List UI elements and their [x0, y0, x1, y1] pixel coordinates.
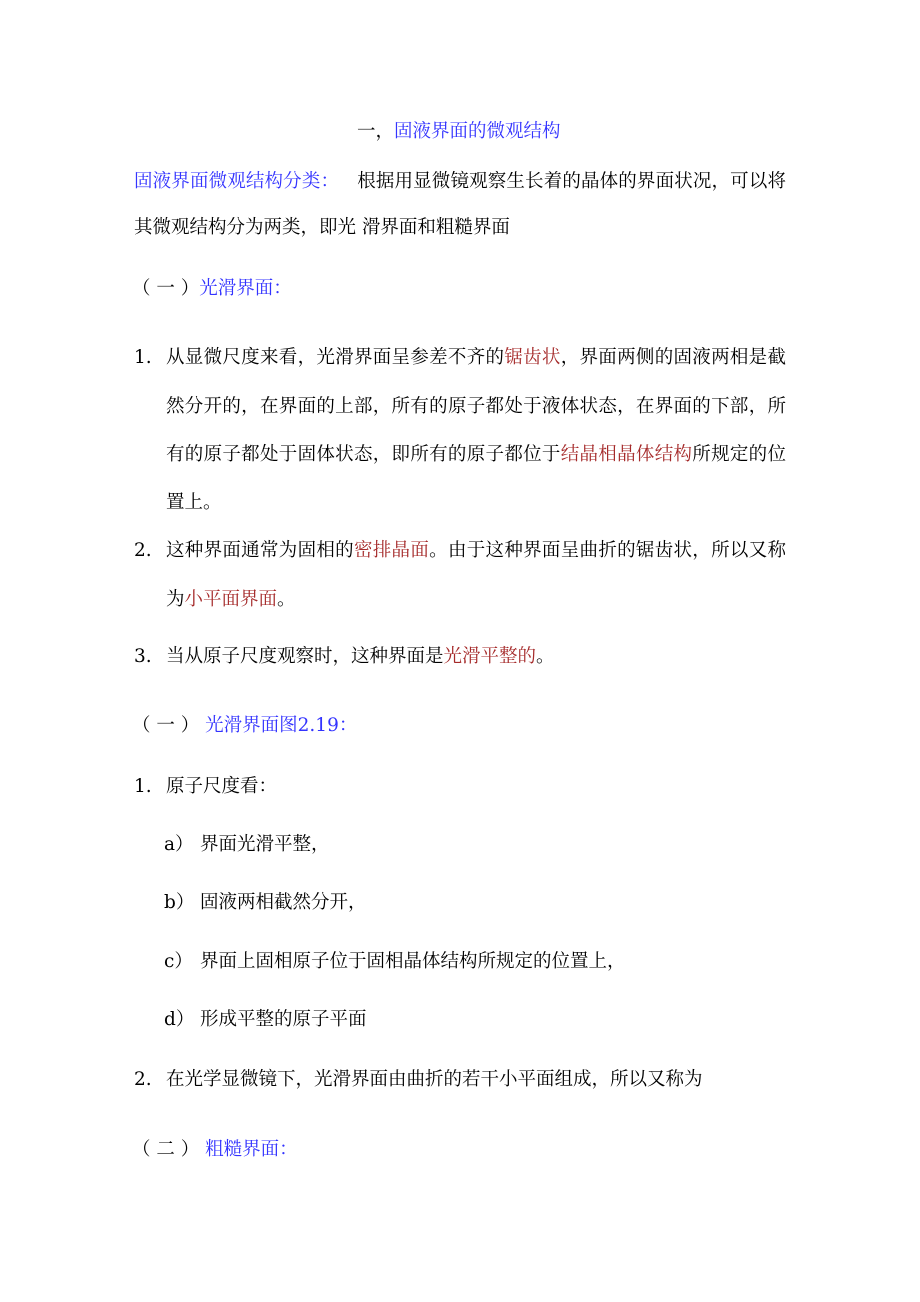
list-item-line — [166, 588, 296, 612]
title-text: 固液界面的微观结构 — [394, 121, 561, 142]
doc-title — [357, 120, 561, 144]
list-item-line: 置上。 — [166, 492, 222, 513]
section-heading-3 — [132, 1138, 298, 1162]
list-item-line: 在光学显微镜下，光滑界面由曲折的若干小平面组成，所以又称为 — [166, 1069, 703, 1090]
text: 。 — [277, 589, 296, 610]
intro-line-1 — [134, 170, 786, 194]
highlight: 锯齿状 — [504, 347, 561, 368]
section-heading-text: 光滑界面： — [199, 278, 292, 299]
text: 为 — [166, 589, 185, 610]
text: 从显微尺度来看，光滑界面呈参差不齐的 — [166, 347, 505, 368]
sub-item: 固液两相截然分开， — [200, 892, 367, 913]
section-heading-text: 光滑界面图2.19： — [205, 715, 358, 736]
sub-label: b） — [164, 892, 195, 913]
sub-item: 界面上固相原子位于固相晶体结构所规定的位置上， — [200, 951, 626, 972]
sub-label: a） — [164, 834, 194, 855]
intro-text: 根据用显微镜观察生长着的晶体的界面状况，可以将 — [357, 171, 786, 192]
list-number: 3. — [134, 646, 152, 667]
list-item-line — [166, 443, 786, 467]
list-item-line — [166, 346, 786, 370]
list-number: 2. — [134, 540, 152, 561]
list-number: 1. — [134, 776, 152, 797]
text: 有的原子都处于固体状态，即所有的原子都位于 — [166, 444, 561, 465]
list-item-line: 然分开的，在界面的上部，所有的原子都处于液体状态，在界面的下部，所 — [166, 396, 786, 417]
text: 。 — [536, 646, 555, 667]
text: 这种界面通常为固相的 — [166, 540, 354, 561]
text: 当从原子尺度观察时，这种界面是 — [166, 646, 444, 667]
highlight: 光滑平整的 — [443, 646, 537, 667]
list-item-line: 原子尺度看： — [166, 776, 278, 797]
text: 所规定的位 — [692, 444, 786, 465]
intro-label: 固液界面微观结构分类： — [134, 171, 340, 192]
text: ，界面两侧的固液两相是截 — [560, 347, 786, 368]
section-marker: （ 二 ） — [132, 1139, 200, 1160]
highlight: 密排晶面 — [353, 540, 430, 561]
section-marker: （ 一 ） — [132, 715, 200, 736]
section-heading-text: 粗糙界面： — [205, 1139, 298, 1160]
sub-item: 界面光滑平整， — [200, 834, 330, 855]
list-item-line — [166, 645, 555, 669]
list-number: 1. — [134, 347, 152, 368]
list-number: 2. — [134, 1069, 152, 1090]
section-heading-2 — [132, 714, 357, 738]
title-prefix: 一， — [357, 121, 395, 142]
sub-label: d） — [164, 1009, 195, 1030]
list-item-line — [166, 539, 786, 563]
highlight: 小平面界面 — [184, 589, 278, 610]
intro-line-2: 其微观结构分为两类，即光 滑界面和粗糙界面 — [134, 217, 510, 238]
highlight: 结晶相晶体结构 — [560, 444, 693, 465]
section-marker: （ 一 ） — [132, 278, 200, 299]
sub-label: c） — [164, 951, 193, 972]
text: 。由于这种界面呈曲折的锯齿状，所以又称 — [429, 540, 786, 561]
sub-item: 形成平整的原子平面 — [200, 1009, 367, 1030]
section-heading-1 — [132, 277, 292, 301]
